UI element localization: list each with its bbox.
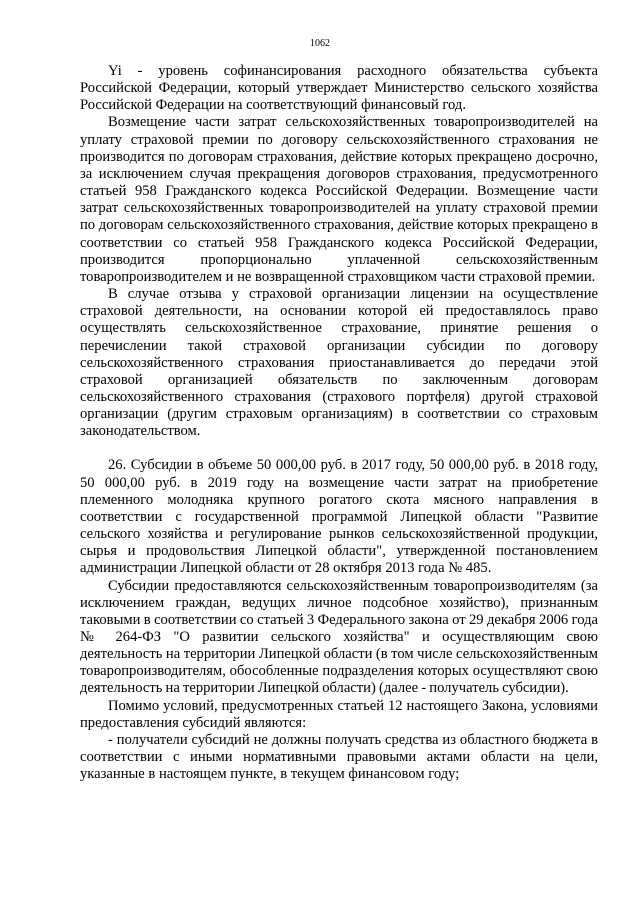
paragraph-item-26-subsidies: 26. Субсидии в объеме 50 000,00 руб. в 2017 году, 50 000,00 руб. в 2018 году, 50 000,00 руб. в 2019 году на возмещение части затрат на приобретение племенного молодняка крупного рогатого скота мясного направления в соответствии с государственной программой Липецкой области "Развитие сельского хозяйства и регулирование рынков сельскохозяйственной продукции, сырья и продовольствия Липецкой области", утвержденной постановлением администрации Липецкой области от 28 октября 2013 года № 485.: [80, 457, 598, 577]
paragraph-insurance-premium-reimbursement: Возмещение части затрат сельскохозяйственных товаропроизводителей на уплату страховой премии по договору сельскохозяйственного страхования не производится по договорам страхования, действие которых прекращено досрочно, за исключением случая прекращения договоров страхования, предусмотренного статьей 958 Гражданского кодекса Российской Федерации. Возмещение части затрат сельскохозяйственных товаропроизводителей на уплату страховой премии по договорам сельскохозяйственного страхования, действие которых прекращено в соответствии со статьей 958 Гражданского кодекса Российской Федерации, производится пропорционально уплаченной сельскохозяйственным товаропроизводителем и не возвращенной страховщиком части страховой премии.: [80, 114, 598, 285]
paragraph-cofinancing-level: Yi - уровень софинансирования расходного обязательства субъекта Российской Федерации, который утверждает Министерство сельского хозяйства Российской Федерации на соответствующий финансовый год.: [80, 63, 598, 114]
paragraph-conditions-intro: Помимо условий, предусмотренных статьей 12 настоящего Закона, условиями предоставления субсидий являются:: [80, 697, 598, 731]
paragraph-spacer: [80, 440, 598, 457]
paragraph-condition-no-other-funds: - получатели субсидий не должны получать средства из областного бюджета в соответствии с иными нормативными правовыми актами области на цели, указанные в настоящем пункте, в текущем финансовом году;: [80, 731, 598, 783]
paragraph-license-revocation: В случае отзыва у страховой организации лицензии на осуществление страховой деятельности, на основании которой ей предоставлялось право осуществлять сельскохозяйственное страхование, принятие решения о перечислении такой страховой организации субсидии по договору сельскохозяйственного страхования приостанавливается до передачи этой страховой организацией обязательств по заключенным договорам сельскохозяйственного страхования (страхового портфеля) другой страховой организации (другим страховым организациям) в соответствии со страховым законодательством.: [80, 286, 598, 440]
page-number: 1062: [310, 38, 330, 49]
paragraph-subsidy-recipients: Субсидии предоставляются сельскохозяйственным товаропроизводителям (за исключением граждан, ведущих личное подсобное хозяйство), признанным таковыми в соответствии со статьей 3 Федерального закона от 29 декабря 2006 года № 264-ФЗ "О развитии сельского хозяйства" и осуществляющим свою деятельность на территории Липецкой области (в том числе сельскохозяйственным товаропроизводителям, обособленные подразделения которых осуществляют свою деятельность на территории Липецкой области) (далее - получатель субсидии).: [80, 577, 598, 697]
document-body: [80, 63, 598, 783]
